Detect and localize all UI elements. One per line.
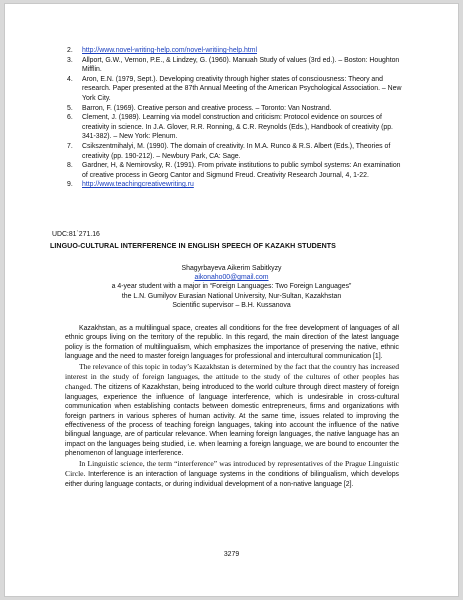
reference-number: 9. (67, 181, 73, 189)
author-email-link[interactable]: aikonaho00@gmail.com (194, 274, 269, 282)
reference-item (67, 56, 407, 75)
reference-item (67, 75, 407, 104)
reference-text: Allport, G.W., Vernon, P.E., & Lindzey, G. (1960). Manuah Study of values (3rd ed.). – Boston: Houghton Mifflin. (82, 56, 400, 74)
reference-item (67, 104, 407, 114)
body-paragraph (65, 459, 399, 489)
reference-item (67, 161, 407, 180)
reference-text: Clement, J. (1989). Learning via model construction and criticism: Protocol evidence on sources of creativity in science. In J.A. Glover, R.R. Ronning, & C.R. Reynolds (Eds.), Handbook of creativity (pp. 341-382). – New York: Plenum. (82, 114, 393, 141)
reference-number: 3. (67, 56, 73, 64)
article-title: LINGUO-CULTURAL INTERFERENCE IN ENGLISH SPEECH OF KAZAKH STUDENTS (50, 242, 336, 250)
body-paragraph (65, 362, 399, 459)
paragraph-text: Interference is an interaction of language systems in the conditions of bilingualism, which develops either during language contacts, or during individual development of a non-native language [2]. (65, 471, 399, 488)
document-page (5, 4, 458, 596)
reference-item (67, 142, 407, 161)
article-body (65, 324, 399, 489)
reference-number: 5. (67, 104, 73, 112)
body-paragraph: Kazakhstan, as a multilingual space, creates all conditions for the free development of languages of all ethnic groups living on the territory of the republic. In this regard, the main direction of the latest language policy is the formation of multilingualism, which emphasizes the importance of preserving the native, ethnic language and the need to master foreign languages for professional and intercultural communication [1]. (65, 325, 399, 361)
reference-link[interactable]: http://www.novel-writing-help.com/novel-writiing-help.html (82, 47, 258, 54)
reference-item[interactable] (67, 180, 407, 190)
reference-number: 8. (67, 162, 73, 170)
scientific-supervisor: Scientific supervisor – B.H. Kussanova (172, 301, 291, 309)
paragraph-lead-serif: In Linguistic science, the term “interference” was introduced by representatives of the Prague Linguistic Circle. (65, 458, 399, 479)
reference-text: Aron, E.N. (1979, Sept.). Developing creativity through higher states of consciousness: Theory and research. Paper presented at the 87th Annual Meeting of the American Psychological Association. – New York City. (82, 75, 402, 102)
reference-number: 2. (67, 47, 73, 54)
paragraph-lead-serif: The relevance of this topic in today’s Kazakhstan is determined by the fact that the country has increased interest in the study of foreign languages, the attitude to the study of the cultures of other peoples has changed. (65, 361, 399, 392)
reference-list (67, 46, 407, 190)
author-block (65, 264, 398, 310)
reference-text: Csikszentmihalyi, M. (1990). The domain of creativity. In M.A. Runco & R.S. Albert (Eds.), Theories of creativity (pp. 190-212). – Newbury Park, CA: Sage. (82, 142, 391, 160)
reference-item[interactable] (67, 46, 407, 56)
reference-text: Gardner, H, & Nemirovsky, R. (1991). From private institutions to public symbol systems: An examination of creative process in Georg Cantor and Sigmund Freud. Creativity Research Journal, 4, 1-22. (82, 162, 401, 179)
reference-number: 4. (67, 75, 73, 83)
page-number: 3279 (223, 551, 240, 558)
reference-link[interactable]: http://www.teachingcreativewriting.ru (82, 181, 194, 189)
reference-number: 6. (67, 114, 73, 122)
udc-code: UDC:81`271.16 (52, 231, 100, 238)
author-name: Shagyrbayeva Aikerim Sabitkyzy (181, 265, 282, 272)
reference-item (67, 113, 407, 142)
reference-number: 7. (67, 142, 73, 150)
author-university: the L.N. Gumilyov Eurasian National University, Nur-Sultan, Kazakhstan (121, 292, 342, 300)
paragraph-text: The citizens of Kazakhstan, being introduced to the world culture through direct mastery of foreign languages, experience the influence of language interference, which is undesirable in cross-cultural communication when establishing contacts between domestic entrepreneurs, firms and organizations with foreign partners in various spheres of human activity. At the same time, issues related to improving the effectiveness of the process of teaching foreign languages, taking into account the influence of the native bilingual language, are of particular relevance. When learning foreign languages, the native language has an impact on the languages being studied, i.e. when learning a foreign language, we are bound to encounter the phenomenon of language interference. (65, 384, 399, 458)
reference-text: Barron, F. (1969). Creative person and creative process. – Toronto: Van Nostrand. (82, 104, 332, 112)
author-affiliation: a 4-year student with a major in “Foreign Languages: Two Foreign Languages” (111, 283, 352, 291)
